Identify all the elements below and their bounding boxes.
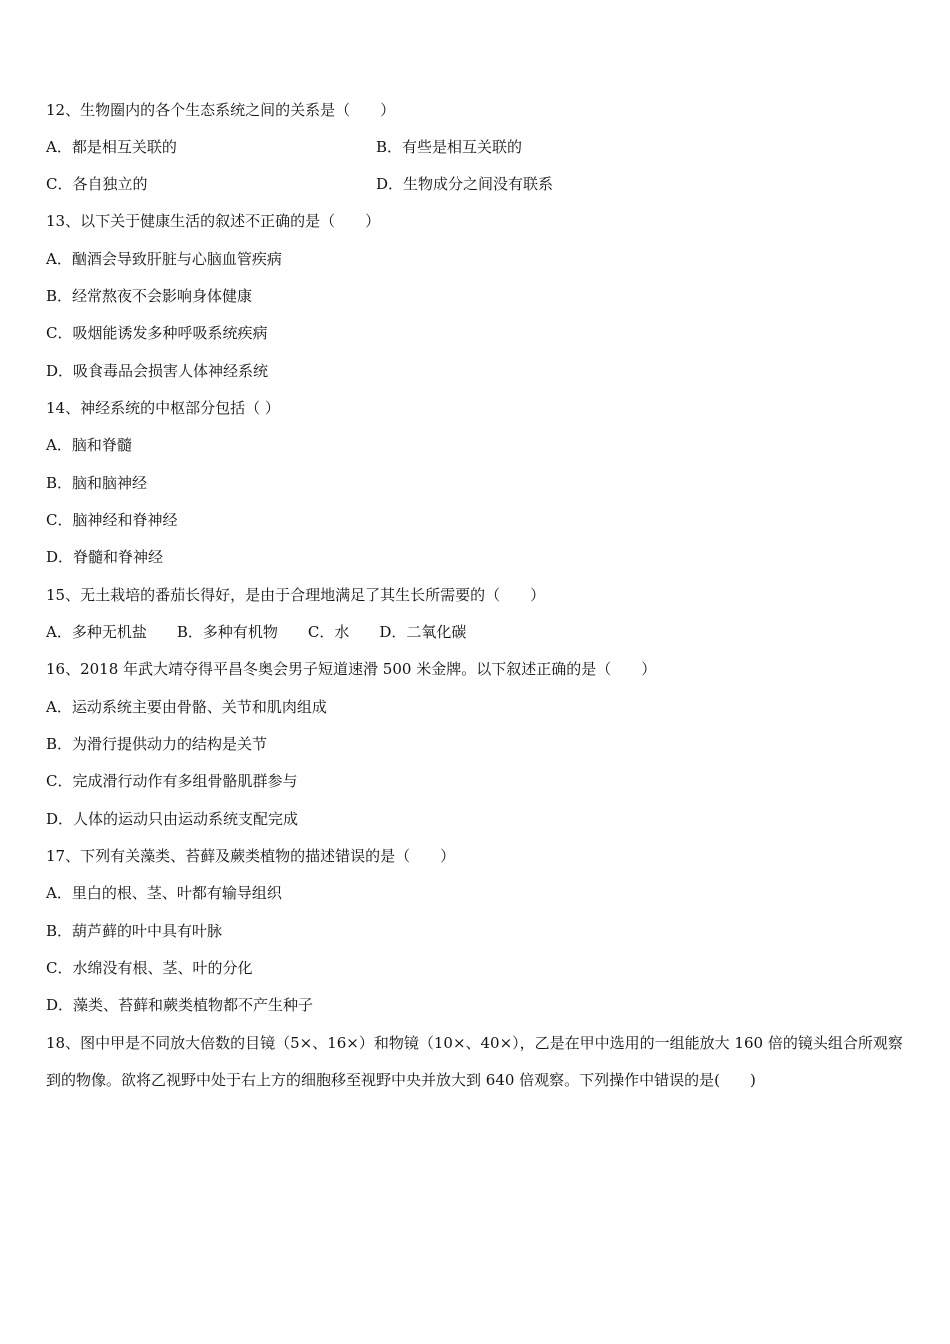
question-14-option-c: C．脑神经和脊神经 [46, 511, 178, 529]
question-14-option-a: A．脑和脊髓 [46, 436, 132, 454]
question-13-option-c: C．吸烟能诱发多种呼吸系统疾病 [46, 324, 268, 342]
question-12-stem: 12、生物圈内的各个生态系统之间的关系是（ ） [46, 101, 396, 119]
question-15-option-d: D．二氧化碳 [379, 623, 467, 641]
question-17-stem: 17、下列有关藻类、苔藓及蕨类植物的描述错误的是（ ） [46, 847, 456, 865]
question-15-option-a: A．多种无机盐 [46, 623, 147, 641]
question-13-stem: 13、以下关于健康生活的叙述不正确的是（ ） [46, 212, 381, 230]
question-14-option-b: B．脑和脑神经 [46, 474, 148, 492]
question-16-stem: 16、2018 年武大靖夺得平昌冬奥会男子短道速滑 500 米金牌。以下叙述正确的是（ ） [46, 660, 657, 678]
question-15-option-c: C．水 [307, 623, 350, 641]
question-12-option-c: C．各自独立的 [46, 175, 148, 193]
question-17-option-b: B．葫芦藓的叶中具有叶脉 [46, 922, 223, 940]
question-16-option-d: D．人体的运动只由运动系统支配完成 [46, 810, 299, 828]
question-14-stem: 14、神经系统的中枢部分包括（ ） [46, 399, 280, 417]
question-13-option-b: B．经常熬夜不会影响身体健康 [46, 287, 253, 305]
question-17-option-a: A．里白的根、茎、叶都有输导组织 [46, 884, 282, 902]
question-15-options [46, 622, 496, 642]
question-12-option-b: B．有些是相互关联的 [376, 138, 523, 156]
question-17-option-c: C．水绵没有根、茎、叶的分化 [46, 959, 253, 977]
question-18-stem: 18、图中甲是不同放大倍数的目镜（5×、16×）和物镜（10×、40×），乙是在甲中选用的一组能放大 160 倍的镜头组合所观察到的物像。欲将乙视野中处于右上方的细胞移至视野中央并放大到 640 倍观察。下列操作中错误的是( ) [46, 1034, 903, 1089]
question-12-option-d: D．生物成分之间没有联系 [376, 175, 554, 193]
question-13-option-d: D．吸食毒品会损害人体神经系统 [46, 362, 269, 380]
question-16-option-b: B．为滑行提供动力的结构是关节 [46, 735, 268, 753]
question-14-option-d: D．脊髓和脊神经 [46, 548, 164, 566]
question-17-option-d: D．藻类、苔藓和蕨类植物都不产生种子 [46, 996, 314, 1014]
question-13-option-a: A．酗酒会导致肝脏与心脑血管疾病 [46, 250, 282, 268]
question-15-stem: 15、无土栽培的番茄长得好，是由于合理地满足了其生长所需要的（ ） [46, 586, 546, 604]
question-16-option-c: C．完成滑行动作有多组骨骼肌群参与 [46, 772, 298, 790]
question-15-option-b: B．多种有机物 [176, 623, 278, 641]
question-12-option-a: A．都是相互关联的 [46, 138, 177, 156]
question-16-option-a: A．运动系统主要由骨骼、关节和肌肉组成 [46, 698, 327, 716]
